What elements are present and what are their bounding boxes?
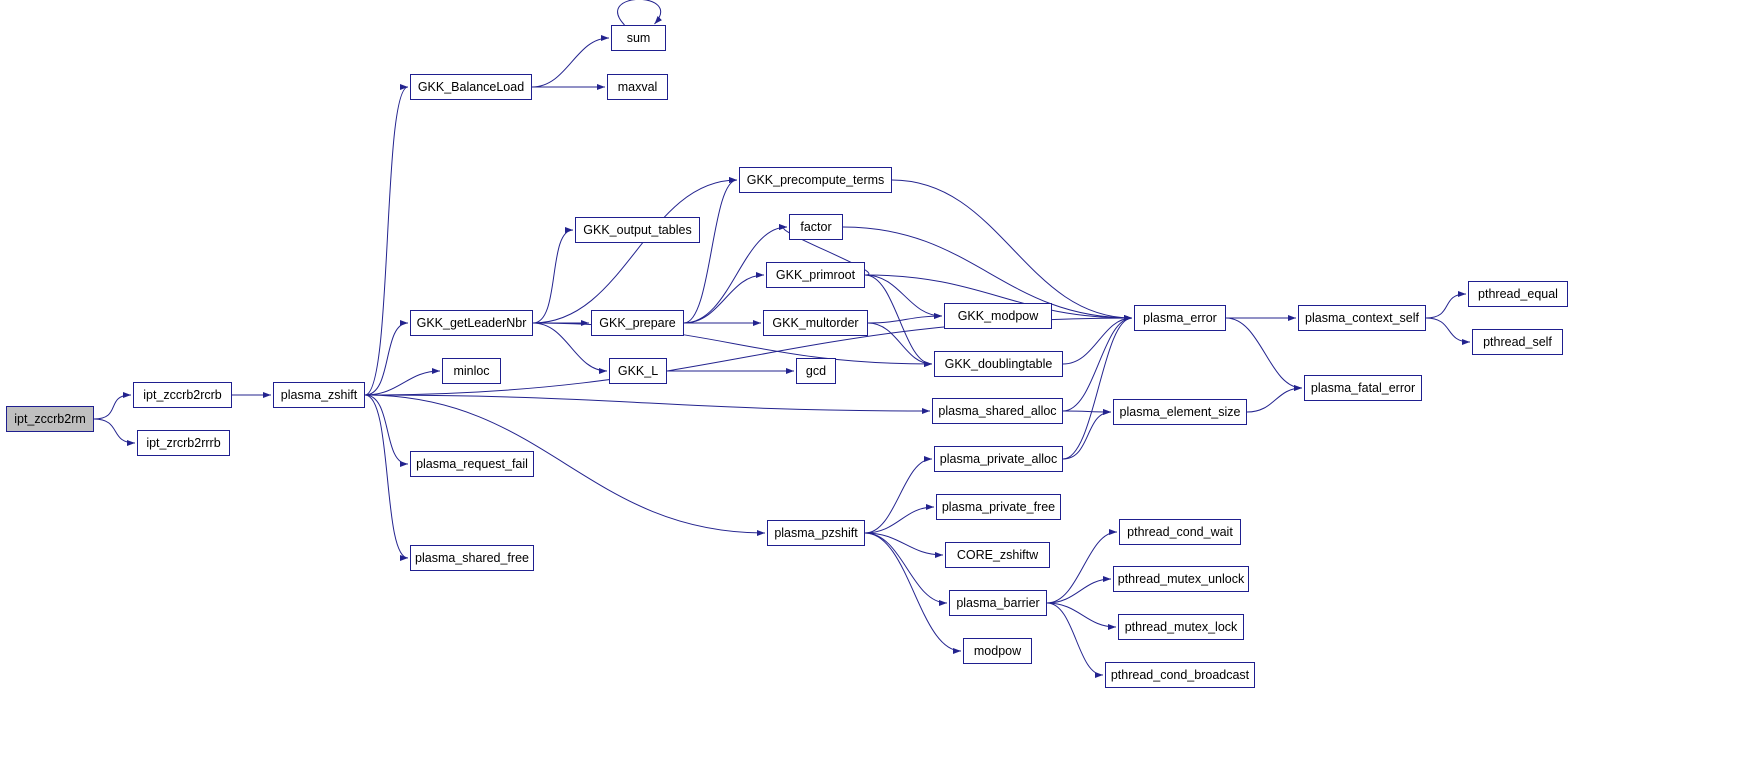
graph-node-label: pthread_cond_broadcast xyxy=(1110,667,1250,682)
graph-node-modpow[interactable] xyxy=(963,638,1032,664)
graph-node-label: gcd xyxy=(805,363,827,378)
graph-node-label: CORE_zshiftw xyxy=(956,547,1039,562)
graph-node-CORE_zshiftw[interactable] xyxy=(945,542,1050,568)
graph-node-label: plasma_private_free xyxy=(941,499,1056,514)
graph-node-GKK_L[interactable] xyxy=(609,358,667,384)
graph-node-plasma_request_fail[interactable] xyxy=(410,451,534,477)
graph-node-plasma_element_size[interactable] xyxy=(1113,399,1247,425)
edge-plasma_zshift-to-minloc xyxy=(365,371,440,395)
graph-node-label: GKK_getLeaderNbr xyxy=(416,315,527,330)
graph-node-label: sum xyxy=(626,30,651,45)
graph-node-pthread_cond_wait[interactable] xyxy=(1119,519,1241,545)
graph-node-label: GKK_doublingtable xyxy=(944,356,1053,371)
graph-node-label: GKK_modpow xyxy=(957,308,1039,323)
edge-plasma_barrier-to-pthread_cond_broadcast xyxy=(1047,603,1103,675)
graph-node-pthread_equal[interactable] xyxy=(1468,281,1568,307)
graph-node-label: plasma_request_fail xyxy=(416,456,528,471)
edge-plasma_zshift-to-GKK_getLeaderNbr xyxy=(365,323,408,395)
graph-node-GKK_multorder[interactable] xyxy=(763,310,868,336)
edge-GKK_primroot-to-GKK_doublingtable xyxy=(865,275,932,364)
edge-plasma_zshift-to-GKK_BalanceLoad xyxy=(365,87,408,395)
graph-node-plasma_fatal_error[interactable] xyxy=(1304,375,1422,401)
edge-plasma_error-to-plasma_fatal_error xyxy=(1226,318,1302,388)
graph-node-GKK_doublingtable[interactable] xyxy=(934,351,1063,377)
graph-node-pthread_mutex_unlock[interactable] xyxy=(1113,566,1249,592)
graph-node-label: plasma_private_alloc xyxy=(939,451,1058,466)
edge-GKK_multorder-to-GKK_modpow xyxy=(868,316,942,323)
graph-node-label: GKK_output_tables xyxy=(583,222,692,237)
edge-plasma_barrier-to-pthread_cond_wait xyxy=(1047,532,1117,603)
graph-node-pthread_cond_broadcast[interactable] xyxy=(1105,662,1255,688)
graph-node-label: pthread_cond_wait xyxy=(1127,524,1233,539)
graph-node-label: pthread_mutex_lock xyxy=(1124,619,1238,634)
graph-node-plasma_shared_free[interactable] xyxy=(410,545,534,571)
graph-node-GKK_output_tables[interactable] xyxy=(575,217,700,243)
edge-GKK_BalanceLoad-to-sum xyxy=(532,38,609,87)
graph-node-label: plasma_error xyxy=(1143,310,1217,325)
graph-node-label: minloc xyxy=(453,363,490,378)
edge-plasma_zshift-to-plasma_shared_free xyxy=(365,395,408,558)
graph-node-label: GKK_BalanceLoad xyxy=(417,79,525,94)
graph-node-label: plasma_shared_alloc xyxy=(938,403,1057,418)
edge-ipt_zccrb2rm-to-ipt_zrcrb2rrrb xyxy=(94,419,135,443)
graph-node-plasma_private_alloc[interactable] xyxy=(934,446,1063,472)
graph-node-label: ipt_zccrb2rcrb xyxy=(143,387,222,402)
graph-node-plasma_pzshift[interactable] xyxy=(767,520,865,546)
graph-node-label: pthread_self xyxy=(1483,334,1552,349)
graph-node-GKK_primroot[interactable] xyxy=(766,262,865,288)
edge-plasma_barrier-to-pthread_mutex_unlock xyxy=(1047,579,1111,603)
graph-node-GKK_modpow[interactable] xyxy=(944,303,1052,329)
edge-plasma_pzshift-to-CORE_zshiftw xyxy=(865,533,943,555)
graph-node-gcd[interactable] xyxy=(796,358,836,384)
edge-plasma_pzshift-to-plasma_private_alloc xyxy=(865,459,932,533)
edge-plasma_zshift-to-plasma_request_fail xyxy=(365,395,408,464)
edge-plasma_pzshift-to-plasma_barrier xyxy=(865,533,947,603)
graph-node-GKK_BalanceLoad[interactable] xyxy=(410,74,532,100)
graph-node-label: GKK_L xyxy=(617,363,659,378)
graph-node-label: GKK_precompute_terms xyxy=(746,172,885,187)
graph-node-label: ipt_zccrb2rm xyxy=(14,411,86,426)
graph-node-label: plasma_barrier xyxy=(956,595,1040,610)
graph-node-ipt_zrcrb2rrrb[interactable] xyxy=(137,430,230,456)
graph-node-plasma_zshift[interactable] xyxy=(273,382,365,408)
graph-node-label: plasma_zshift xyxy=(280,387,358,402)
graph-node-ipt_zccrb2rm[interactable] xyxy=(6,406,94,432)
graph-node-plasma_error[interactable] xyxy=(1134,305,1226,331)
edge-plasma_shared_alloc-to-plasma_error xyxy=(1063,318,1132,411)
graph-node-GKK_prepare[interactable] xyxy=(591,310,684,336)
edge-GKK_precompute_terms-to-plasma_error xyxy=(892,180,1132,318)
edge-GKK_prepare-to-GKK_primroot xyxy=(684,275,764,323)
graph-node-GKK_precompute_terms[interactable] xyxy=(739,167,892,193)
edge-plasma_context_self-to-pthread_equal xyxy=(1426,294,1466,318)
graph-node-minloc[interactable] xyxy=(442,358,501,384)
edge-ipt_zccrb2rm-to-ipt_zccrb2rcrb xyxy=(94,395,131,419)
edge-plasma_private_alloc-to-plasma_error xyxy=(1063,318,1132,459)
graph-node-label: plasma_pzshift xyxy=(774,525,858,540)
graph-node-GKK_getLeaderNbr[interactable] xyxy=(410,310,533,336)
edge-plasma_private_alloc-to-plasma_element_size xyxy=(1063,412,1111,459)
edge-GKK_prepare-to-GKK_precompute_terms xyxy=(684,180,737,323)
graph-node-plasma_shared_alloc[interactable] xyxy=(932,398,1063,424)
edge-plasma_context_self-to-pthread_self xyxy=(1426,318,1470,342)
edge-plasma_pzshift-to-plasma_private_free xyxy=(865,507,934,533)
graph-node-plasma_barrier[interactable] xyxy=(949,590,1047,616)
graph-node-plasma_context_self[interactable] xyxy=(1298,305,1426,331)
edge-GKK_getLeaderNbr-to-GKK_output_tables xyxy=(533,230,573,323)
graph-node-label: ipt_zrcrb2rrrb xyxy=(146,435,221,450)
edge-plasma_barrier-to-pthread_mutex_lock xyxy=(1047,603,1116,627)
graph-node-pthread_mutex_lock[interactable] xyxy=(1118,614,1244,640)
graph-node-label: GKK_primroot xyxy=(775,267,856,282)
graph-node-label: GKK_prepare xyxy=(599,315,676,330)
graph-node-label: plasma_context_self xyxy=(1305,310,1419,325)
edge-GKK_getLeaderNbr-to-GKK_precompute_terms xyxy=(533,180,737,323)
edge-GKK_primroot-to-GKK_modpow xyxy=(865,275,942,316)
edge-plasma_shared_alloc-to-plasma_element_size xyxy=(1063,411,1111,412)
edge-plasma_element_size-to-plasma_fatal_error xyxy=(1247,388,1302,412)
graph-node-factor[interactable] xyxy=(789,214,843,240)
edge-plasma_zshift-to-plasma_shared_alloc xyxy=(365,395,930,411)
edge-GKK_doublingtable-to-plasma_error xyxy=(1063,318,1132,364)
graph-node-label: pthread_mutex_unlock xyxy=(1117,571,1245,586)
graph-node-label: plasma_shared_free xyxy=(415,550,529,565)
edge-GKK_multorder-to-GKK_doublingtable xyxy=(868,323,932,364)
graph-node-label: factor xyxy=(800,219,832,234)
graph-node-sum[interactable] xyxy=(611,25,666,51)
graph-node-label: modpow xyxy=(973,643,1022,658)
graph-node-pthread_self[interactable] xyxy=(1472,329,1563,355)
graph-node-label: pthread_equal xyxy=(1478,286,1558,301)
graph-node-label: maxval xyxy=(617,79,658,94)
graph-node-maxval[interactable] xyxy=(607,74,668,100)
graph-node-label: plasma_fatal_error xyxy=(1310,380,1416,395)
graph-node-ipt_zccrb2rcrb[interactable] xyxy=(133,382,232,408)
graph-node-plasma_private_free[interactable] xyxy=(936,494,1061,520)
graph-node-label: GKK_multorder xyxy=(772,315,859,330)
edge-sum-to-sum xyxy=(618,0,661,25)
graph-node-label: plasma_element_size xyxy=(1119,404,1241,419)
